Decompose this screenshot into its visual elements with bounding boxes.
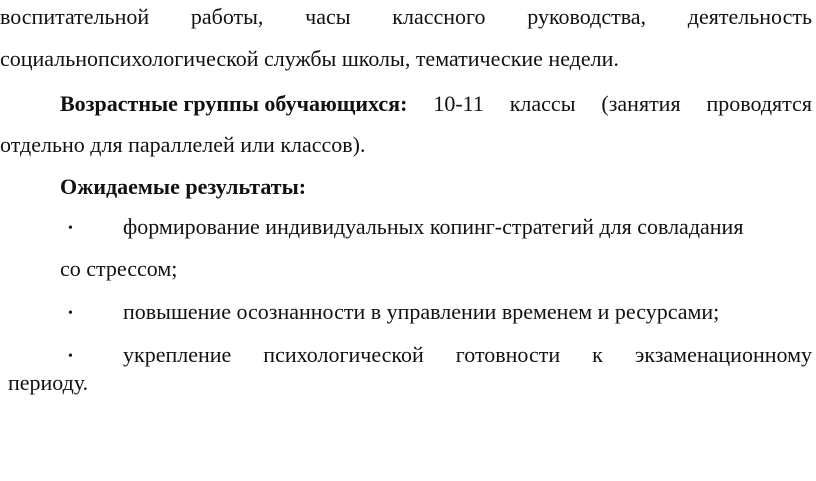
word: экзаменационному: [634, 342, 812, 367]
bullet-item-3-line-1: [123, 342, 812, 368]
word: психологической: [263, 342, 424, 367]
word: деятельность: [687, 4, 812, 29]
word: 10-11: [433, 91, 484, 116]
word: укрепление: [123, 342, 232, 367]
word: классы: [509, 91, 576, 116]
bullet-item-1-line-1: формирование индивидуальных копинг-стратегий для совладания: [123, 214, 744, 239]
word: (занятия: [601, 91, 681, 116]
bullet-item-2-line-1: повышение осознанности в управлении временем и ресурсами;: [123, 299, 720, 324]
bullet-icon: •: [68, 349, 73, 364]
bullet-icon: •: [68, 221, 73, 236]
age-groups-label: Возрастные группы обучающихся:: [60, 91, 408, 116]
paragraph-1-line-1: [0, 4, 812, 30]
word: классного: [392, 4, 486, 29]
age-groups-line-2: отдельно для параллелей или классов).: [0, 132, 366, 157]
bullet-item-1-line-2: со стрессом;: [60, 256, 178, 281]
word: часы: [305, 4, 351, 29]
paragraph-1-line-2: социальнопсихологической службы школы, тематические недели.: [0, 46, 619, 71]
word: готовности: [455, 342, 561, 367]
word: воспитательной: [0, 4, 150, 29]
bullet-item-3-line-2: периоду.: [8, 370, 89, 395]
bullet-icon: •: [68, 306, 73, 321]
word: работы,: [190, 4, 264, 29]
word: к: [592, 342, 603, 367]
word: руководства,: [527, 4, 647, 29]
age-groups-line-1: [60, 91, 812, 117]
expected-results-heading: Ожидаемые результаты:: [60, 174, 307, 199]
word: проводятся: [706, 91, 812, 116]
